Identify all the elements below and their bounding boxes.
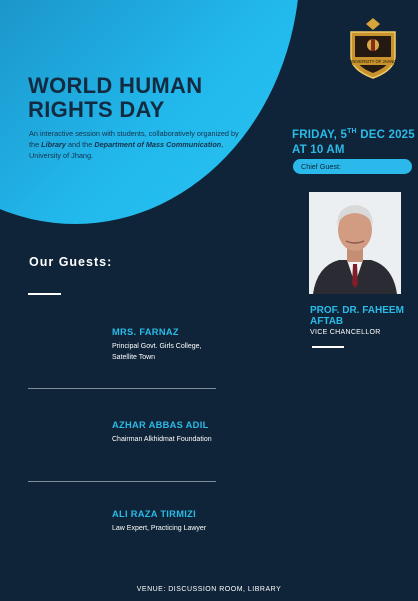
chief-underline	[312, 346, 344, 348]
guest-name: AZHAR ABBAS ADIL	[112, 420, 209, 430]
guest-name: MRS. FARNAZ	[112, 327, 179, 337]
guest-divider	[28, 481, 216, 482]
chief-guest-chip: Chief Guest:	[293, 159, 412, 174]
date-sup: TH	[347, 128, 357, 135]
title-line-1: WORLD HUMAN	[28, 73, 203, 98]
chief-guest-name: PROF. DR. FAHEEM AFTAB	[310, 305, 404, 327]
guest-description: Principal Govt. Girls College, Satellite Town	[112, 343, 202, 361]
chief-guest-role: VICE CHANCELLOR	[310, 329, 381, 336]
guests-heading-underline	[28, 293, 61, 295]
event-title	[28, 74, 258, 122]
desc-part-1: An interactive session with students, collaboratively organized by the	[29, 129, 239, 149]
chief-guest-photo	[309, 192, 401, 294]
guest-divider	[28, 388, 216, 389]
event-date	[292, 124, 417, 158]
desc-department: Department of Mass Communication	[94, 140, 222, 149]
date-rest: DEC 2025	[356, 128, 415, 141]
title-line-2: RIGHTS DAY	[28, 97, 165, 122]
university-logo	[342, 16, 404, 80]
guest-description: Chairman Alkhidmat Foundation	[112, 436, 212, 443]
desc-part-3: , University of Jhang.	[29, 140, 224, 160]
event-time: AT 10 AM	[292, 143, 345, 156]
venue-text: VENUE: DISCUSSION ROOM, LIBRARY	[136, 586, 282, 593]
logo-text: UNIVERSITY OF JHANG	[349, 59, 397, 64]
event-description	[29, 128, 249, 161]
guest-description: Law Expert, Practicing Lawyer	[112, 525, 207, 532]
guest-name: ALI RAZA TIRMIZI	[112, 509, 196, 519]
desc-part-2: and the	[65, 140, 95, 149]
date-day: FRIDAY, 5	[292, 128, 348, 141]
guests-heading: Our Guests:	[29, 255, 113, 269]
desc-library: Library	[41, 140, 66, 149]
